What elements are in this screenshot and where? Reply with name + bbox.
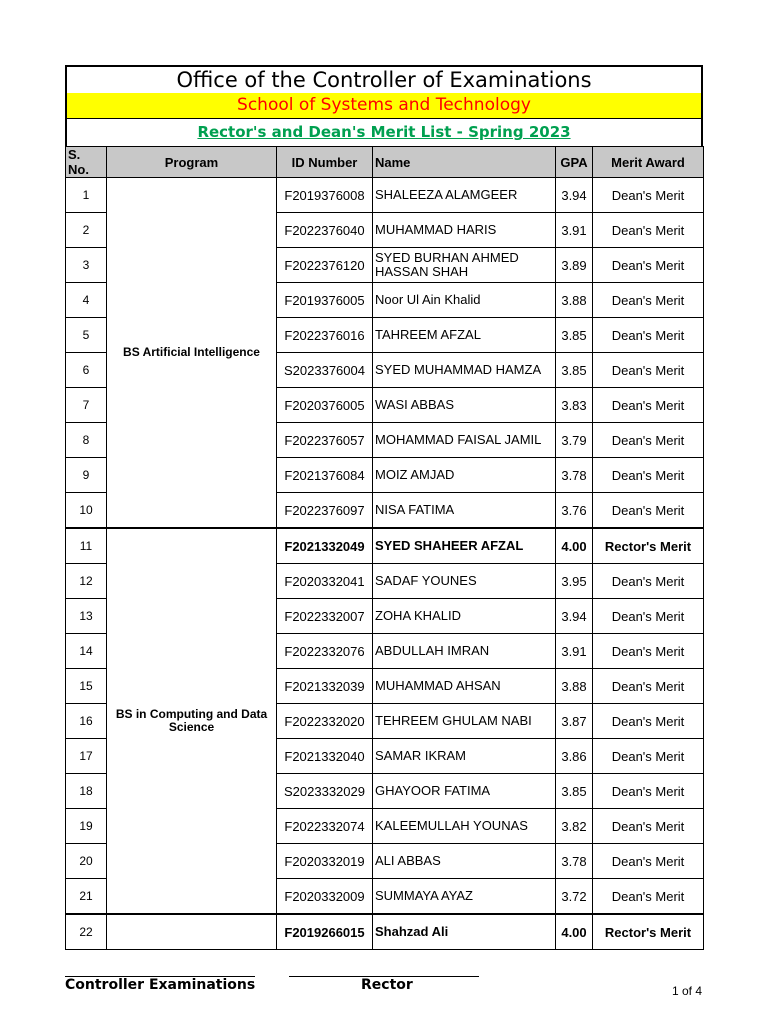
- serial-number-cell: 19: [66, 809, 107, 844]
- merit-award-cell: Dean's Merit: [593, 809, 704, 844]
- col-gpa-header: GPA: [556, 147, 593, 178]
- id-number-cell: F2020376005: [277, 388, 373, 423]
- student-name-cell: SADAF YOUNES: [373, 564, 556, 599]
- merit-award-cell: Dean's Merit: [593, 388, 704, 423]
- gpa-cell: 3.79: [556, 423, 593, 458]
- serial-number-cell: 14: [66, 634, 107, 669]
- student-name-cell: SAMAR IKRAM: [373, 739, 556, 774]
- student-name-cell: SHALEEZA ALAMGEER: [373, 178, 556, 213]
- signature-label-controller: Controller Examinations: [65, 977, 256, 993]
- merit-award-cell: Dean's Merit: [593, 178, 704, 213]
- serial-number-cell: 2: [66, 213, 107, 248]
- student-name-cell: MUHAMMAD AHSAN: [373, 669, 556, 704]
- merit-award-cell: Dean's Merit: [593, 774, 704, 809]
- merit-award-cell: Dean's Merit: [593, 879, 704, 915]
- serial-number-cell: 20: [66, 844, 107, 879]
- merit-table: [65, 146, 704, 950]
- student-name-cell: Noor Ul Ain Khalid: [373, 283, 556, 318]
- serial-number-cell: 5: [66, 318, 107, 353]
- merit-list-title: Rector's and Dean's Merit List - Spring 2023: [67, 118, 701, 146]
- merit-award-cell: Dean's Merit: [593, 423, 704, 458]
- id-number-cell: F2022332020: [277, 704, 373, 739]
- serial-number-cell: 1: [66, 178, 107, 213]
- document-header: [65, 65, 703, 146]
- merit-award-cell: Rector's Merit: [593, 528, 704, 564]
- gpa-cell: 3.88: [556, 669, 593, 704]
- student-name-cell: ZOHA KHALID: [373, 599, 556, 634]
- student-name-cell: SUMMAYA AYAZ: [373, 879, 556, 915]
- student-name-cell: MOIZ AMJAD: [373, 458, 556, 493]
- serial-number-cell: 10: [66, 493, 107, 529]
- gpa-cell: 3.83: [556, 388, 593, 423]
- id-number-cell: F2022332007: [277, 599, 373, 634]
- merit-award-cell: Dean's Merit: [593, 739, 704, 774]
- serial-number-cell: 21: [66, 879, 107, 915]
- table-row: [66, 178, 704, 213]
- serial-number-cell: 15: [66, 669, 107, 704]
- gpa-cell: 3.78: [556, 844, 593, 879]
- merit-award-cell: Dean's Merit: [593, 458, 704, 493]
- student-name-cell: ALI ABBAS: [373, 844, 556, 879]
- id-number-cell: S2023376004: [277, 353, 373, 388]
- gpa-cell: 4.00: [556, 914, 593, 950]
- gpa-cell: 3.94: [556, 599, 593, 634]
- id-number-cell: F2022376016: [277, 318, 373, 353]
- table-row: [66, 914, 704, 950]
- gpa-cell: 4.00: [556, 528, 593, 564]
- serial-number-cell: 4: [66, 283, 107, 318]
- merit-award-cell: Dean's Merit: [593, 213, 704, 248]
- student-name-cell: KALEEMULLAH YOUNAS: [373, 809, 556, 844]
- student-name-cell: SYED BURHAN AHMED HASSAN SHAH: [373, 248, 556, 283]
- student-name-cell: MOHAMMAD FAISAL JAMIL: [373, 423, 556, 458]
- merit-award-cell: Dean's Merit: [593, 564, 704, 599]
- student-name-cell: GHAYOOR FATIMA: [373, 774, 556, 809]
- merit-award-cell: Rector's Merit: [593, 914, 704, 950]
- id-number-cell: F2021332040: [277, 739, 373, 774]
- serial-number-cell: 18: [66, 774, 107, 809]
- serial-number-cell: 11: [66, 528, 107, 564]
- merit-award-cell: Dean's Merit: [593, 599, 704, 634]
- table-header-row: [66, 147, 704, 178]
- serial-number-cell: 12: [66, 564, 107, 599]
- id-number-cell: F2020332019: [277, 844, 373, 879]
- col-program-header: Program: [107, 147, 277, 178]
- table-row: [66, 528, 704, 564]
- merit-award-cell: Dean's Merit: [593, 493, 704, 529]
- gpa-cell: 3.91: [556, 634, 593, 669]
- merit-award-cell: Dean's Merit: [593, 704, 704, 739]
- program-cell: BS in Computing and Data Science: [107, 528, 277, 914]
- student-name-cell: NISA FATIMA: [373, 493, 556, 529]
- id-number-cell: F2020332009: [277, 879, 373, 915]
- gpa-cell: 3.91: [556, 213, 593, 248]
- id-number-cell: F2021332049: [277, 528, 373, 564]
- id-number-cell: F2021332039: [277, 669, 373, 704]
- serial-number-cell: 6: [66, 353, 107, 388]
- id-number-cell: F2022376040: [277, 213, 373, 248]
- id-number-cell: F2022376097: [277, 493, 373, 529]
- gpa-cell: 3.86: [556, 739, 593, 774]
- gpa-cell: 3.87: [556, 704, 593, 739]
- gpa-cell: 3.85: [556, 774, 593, 809]
- program-cell: [107, 914, 277, 950]
- merit-award-cell: Dean's Merit: [593, 318, 704, 353]
- col-award-header: Merit Award: [593, 147, 704, 178]
- gpa-cell: 3.76: [556, 493, 593, 529]
- program-cell: BS Artificial Intelligence: [107, 178, 277, 529]
- student-name-cell: TEHREEM GHULAM NABI: [373, 704, 556, 739]
- gpa-cell: 3.95: [556, 564, 593, 599]
- merit-award-cell: Dean's Merit: [593, 283, 704, 318]
- signature-label-rector: Rector: [361, 977, 413, 993]
- id-number-cell: F2022332076: [277, 634, 373, 669]
- id-number-cell: F2021376084: [277, 458, 373, 493]
- serial-number-cell: 7: [66, 388, 107, 423]
- merit-award-cell: Dean's Merit: [593, 634, 704, 669]
- id-number-cell: F2019376005: [277, 283, 373, 318]
- serial-number-cell: 13: [66, 599, 107, 634]
- id-number-cell: F2019266015: [277, 914, 373, 950]
- school-name: School of Systems and Technology: [67, 93, 701, 118]
- serial-number-cell: 17: [66, 739, 107, 774]
- id-number-cell: F2022376120: [277, 248, 373, 283]
- office-title: Office of the Controller of Examinations: [176, 68, 592, 92]
- serial-number-cell: 22: [66, 914, 107, 950]
- id-number-cell: F2020332041: [277, 564, 373, 599]
- gpa-cell: 3.85: [556, 353, 593, 388]
- col-sno-header: S. No.: [66, 147, 107, 178]
- student-name-cell: SYED SHAHEER AFZAL: [373, 528, 556, 564]
- serial-number-cell: 16: [66, 704, 107, 739]
- id-number-cell: F2019376008: [277, 178, 373, 213]
- col-name-header: Name: [373, 147, 556, 178]
- merit-list-sheet: [65, 65, 703, 950]
- student-name-cell: TAHREEM AFZAL: [373, 318, 556, 353]
- gpa-cell: 3.78: [556, 458, 593, 493]
- gpa-cell: 3.94: [556, 178, 593, 213]
- student-name-cell: MUHAMMAD HARIS: [373, 213, 556, 248]
- merit-award-cell: Dean's Merit: [593, 844, 704, 879]
- student-name-cell: SYED MUHAMMAD HAMZA: [373, 353, 556, 388]
- student-name-cell: WASI ABBAS: [373, 388, 556, 423]
- merit-award-cell: Dean's Merit: [593, 669, 704, 704]
- id-number-cell: F2022376057: [277, 423, 373, 458]
- student-name-cell: Shahzad Ali: [373, 914, 556, 950]
- gpa-cell: 3.88: [556, 283, 593, 318]
- page-number: 1 of 4: [671, 984, 702, 998]
- serial-number-cell: 9: [66, 458, 107, 493]
- col-id-header: ID Number: [277, 147, 373, 178]
- id-number-cell: F2022332074: [277, 809, 373, 844]
- gpa-cell: 3.82: [556, 809, 593, 844]
- gpa-cell: 3.85: [556, 318, 593, 353]
- table-body: [66, 178, 704, 950]
- merit-award-cell: Dean's Merit: [593, 353, 704, 388]
- serial-number-cell: 3: [66, 248, 107, 283]
- id-number-cell: S2023332029: [277, 774, 373, 809]
- serial-number-cell: 8: [66, 423, 107, 458]
- gpa-cell: 3.72: [556, 879, 593, 915]
- student-name-cell: ABDULLAH IMRAN: [373, 634, 556, 669]
- merit-award-cell: Dean's Merit: [593, 248, 704, 283]
- gpa-cell: 3.89: [556, 248, 593, 283]
